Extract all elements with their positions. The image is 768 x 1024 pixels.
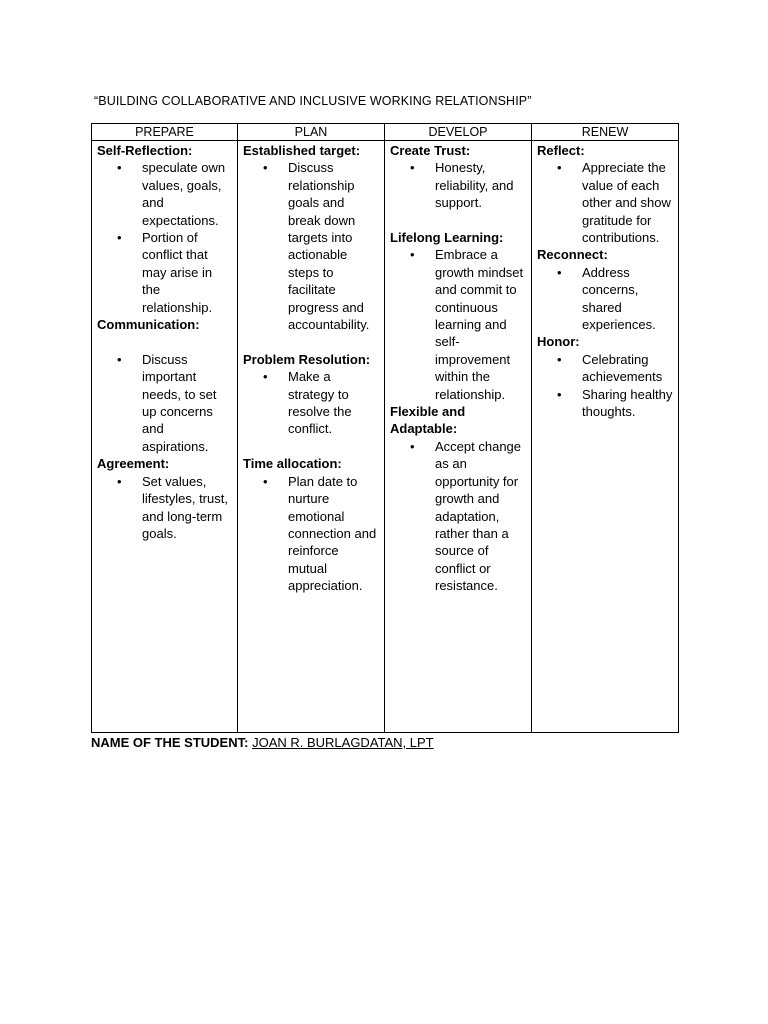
section-lifelong-learning	[390, 229, 527, 403]
section-honor	[537, 333, 674, 420]
header-develop: DEVELOP	[385, 124, 532, 141]
column-renew	[532, 141, 679, 733]
student-name: JOAN R. BURLAGDATAN, LPT	[252, 735, 434, 750]
list-item: • Address concerns, shared experiences.	[557, 264, 656, 333]
section-title: Problem Resolution:	[243, 351, 371, 367]
bullet-icon: •	[117, 160, 122, 176]
list-item: • Accept change as an opportunity for growth and adaptation, rather than a source of conflict or resistance.	[410, 438, 522, 594]
section-title: Self-Reflection:	[97, 143, 193, 158]
list-item: • Celebrating achievements	[557, 351, 663, 385]
header-prepare: PREPARE	[92, 124, 238, 141]
section-communication	[97, 316, 233, 455]
student-label: NAME OF THE STUDENT:	[91, 735, 249, 750]
list-item: • speculate own values, goals, and expectations.	[117, 160, 226, 228]
section-time-allocation	[243, 455, 380, 594]
bullet-icon: •	[557, 160, 562, 176]
list-item: • Appreciate the value of each other and show gratitude for contributions.	[557, 160, 671, 246]
list-item: • Embrace a growth mindset and commit to continuous learning and self-improvement within the relationship.	[410, 247, 524, 402]
bullet-icon: •	[410, 160, 415, 176]
section-agreement	[97, 455, 233, 542]
bullet-icon: •	[557, 351, 562, 367]
section-title: Agreement:	[97, 456, 170, 472]
bullet-icon: •	[410, 247, 415, 263]
bullet-icon: •	[557, 386, 562, 402]
section-self-reflection	[97, 142, 233, 316]
bullet-icon: •	[263, 369, 268, 385]
bullet-icon: •	[557, 264, 562, 280]
document-title: “BUILDING COLLABORATIVE AND INCLUSIVE WORKING RELATIONSHIP”	[94, 94, 532, 108]
section-title: Lifelong Learning:	[390, 230, 504, 246]
activity-table	[91, 123, 679, 733]
bullet-icon: •	[117, 351, 122, 367]
section-title: Time allocation:	[243, 456, 342, 472]
table-content-row	[92, 141, 679, 733]
column-develop	[385, 141, 532, 733]
section-title: Create Trust:	[390, 143, 471, 158]
bullet-icon: •	[410, 438, 415, 454]
list-item: • Discuss relationship goals and break down targets into actionable steps to facilitate progress and accountability.	[263, 160, 370, 333]
column-plan	[238, 141, 385, 733]
list-item: • Set values, lifestyles, trust, and long-term goals.	[117, 473, 228, 541]
student-name-line	[91, 734, 434, 751]
section-create-trust	[390, 142, 527, 212]
section-title: Flexible and Adaptable:	[390, 404, 466, 437]
bullet-icon: •	[263, 473, 268, 489]
bullet-icon: •	[117, 473, 122, 489]
column-prepare	[92, 141, 238, 733]
bullet-icon: •	[117, 230, 122, 246]
list-item: • Portion of conflict that may arise in the relationship.	[117, 230, 213, 315]
section-reflect	[537, 142, 674, 246]
section-title: Honor:	[537, 334, 580, 350]
header-renew: RENEW	[532, 124, 679, 141]
section-title: Reflect:	[537, 143, 585, 158]
section-title: Reconnect:	[537, 247, 608, 263]
list-item: • Sharing healthy thoughts.	[557, 386, 673, 420]
list-item: • Honesty, reliability, and support.	[410, 160, 514, 211]
section-problem-resolution	[243, 351, 380, 438]
header-plan: PLAN	[238, 124, 385, 141]
section-title: Established target:	[243, 143, 361, 158]
section-established-target	[243, 142, 380, 333]
section-flexible-adaptable	[390, 403, 527, 594]
bullet-icon: •	[263, 160, 268, 176]
list-item: • Discuss important needs, to set up concerns and aspirations.	[117, 351, 217, 454]
list-item: • Plan date to nurture emotional connection and reinforce mutual appreciation.	[263, 473, 377, 594]
section-reconnect	[537, 246, 674, 333]
section-title: Communication:	[97, 317, 200, 333]
table-header-row	[92, 124, 679, 141]
list-item: • Make a strategy to resolve the conflict.	[263, 369, 352, 437]
